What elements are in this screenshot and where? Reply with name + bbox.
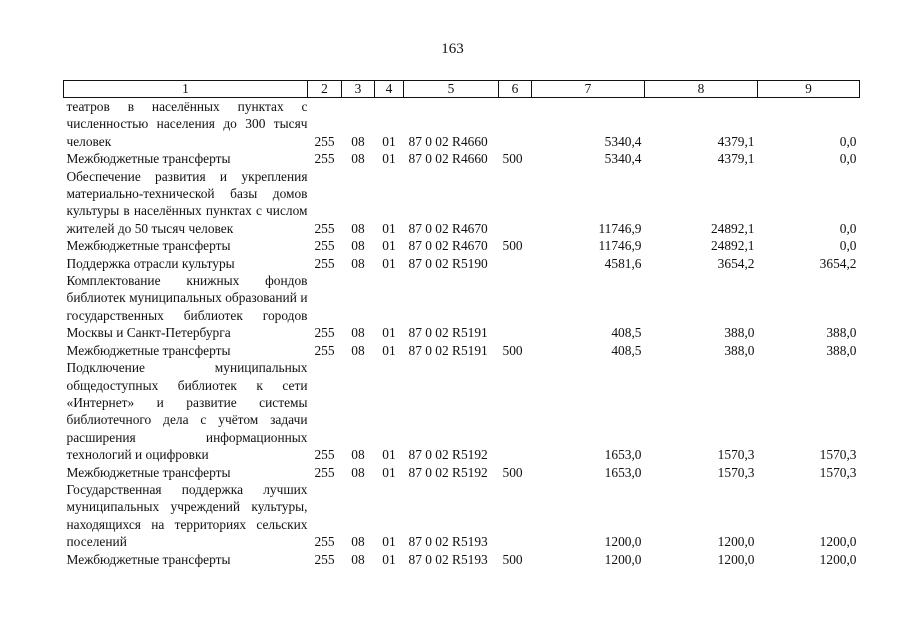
amount-col-8: 24892,1 [710, 238, 755, 254]
target-article-code: 87 0 02 R5192 [408, 464, 488, 480]
target-article-code: 87 0 02 R4670 [408, 238, 488, 254]
target-article-code: 87 0 02 R4670 [408, 220, 488, 236]
table-row [64, 98, 860, 151]
amount-col-9: 388,0 [826, 342, 857, 358]
grbs-code: 255 [314, 464, 335, 480]
expense-type-code: 500 [502, 151, 523, 167]
grbs-code: 255 [314, 447, 335, 463]
amount-col-9: 1200,0 [819, 534, 857, 550]
amount-col-9: 0,0 [839, 220, 857, 236]
page-number: 163 [441, 41, 464, 57]
grbs-code: 255 [314, 133, 335, 149]
column-header: 1 [64, 81, 308, 98]
row-name: Подключение муниципальных общедоступных библиотек к сети «Интернет» и развитие системы библиотечного дела с учётом задачи расширения информационных технологий и оцифровки [66, 360, 308, 463]
target-article-code: 87 0 02 R4660 [408, 151, 488, 167]
amount-col-7: 5340,4 [604, 151, 642, 167]
row-name: Обеспечение развития и укрепления материально-технической базы домов культуры в населённых пунктах с числом жителей до 50 тысяч человек [66, 168, 308, 236]
section-code: 08 [351, 447, 365, 463]
section-code: 08 [351, 534, 365, 550]
subsection-code: 01 [382, 534, 396, 550]
column-header: 2 [308, 81, 342, 98]
column-header: 6 [499, 81, 532, 98]
table-row [64, 272, 860, 342]
amount-col-7: 408,5 [611, 342, 642, 358]
amount-col-8: 3654,2 [717, 255, 755, 271]
amount-col-8: 24892,1 [710, 220, 755, 236]
table-row [64, 150, 860, 167]
amount-col-7: 1200,0 [604, 534, 642, 550]
amount-col-7: 11746,9 [598, 220, 642, 236]
table-body [64, 98, 860, 568]
target-article-code: 87 0 02 R4660 [408, 133, 488, 149]
section-code: 08 [351, 238, 365, 254]
target-article-code: 87 0 02 R5190 [408, 255, 488, 271]
section-code: 08 [351, 551, 365, 567]
amount-col-8: 4379,1 [717, 151, 755, 167]
row-name: Межбюджетные трансферты [66, 551, 231, 567]
target-article-code: 87 0 02 R5191 [408, 342, 488, 358]
table-row [64, 342, 860, 359]
subsection-code: 01 [382, 151, 396, 167]
target-article-code: 87 0 02 R5191 [408, 325, 488, 341]
column-header: 4 [375, 81, 404, 98]
table-row [64, 255, 860, 272]
row-name: Государственная поддержка лучших муниципальных учреждений культуры, находящихся на территориях сельских поселений [66, 481, 308, 550]
amount-col-8: 388,0 [724, 342, 755, 358]
subsection-code: 01 [382, 342, 396, 358]
subsection-code: 01 [382, 325, 396, 341]
expense-type-code: 500 [502, 238, 523, 254]
section-code: 08 [351, 342, 365, 358]
column-number-row [64, 81, 860, 98]
row-name: Комплектование книжных фондов библиотек муниципальных образований и государственных библиотек городов Москвы и Санкт-Петербурга [66, 273, 308, 341]
amount-col-9: 0,0 [839, 238, 857, 254]
amount-col-8: 388,0 [724, 325, 755, 341]
amount-col-9: 0,0 [839, 151, 857, 167]
amount-col-7: 1653,0 [604, 464, 642, 480]
target-article-code: 87 0 02 R5193 [408, 534, 488, 550]
row-name: Межбюджетные трансферты [66, 464, 231, 480]
table-row [64, 168, 860, 238]
expense-type-code [499, 272, 532, 342]
grbs-code: 255 [314, 325, 335, 341]
target-article-code: 87 0 02 R5192 [408, 447, 488, 463]
column-header: 3 [342, 81, 375, 98]
row-name: Межбюджетные трансферты [66, 238, 231, 254]
column-header: 5 [404, 81, 499, 98]
column-header: 9 [758, 81, 860, 98]
amount-col-9: 3654,2 [819, 255, 857, 271]
subsection-code: 01 [382, 551, 396, 567]
section-code: 08 [351, 464, 365, 480]
amount-col-7: 1653,0 [604, 447, 642, 463]
grbs-code: 255 [314, 255, 335, 271]
budget-table [63, 80, 860, 568]
amount-col-8: 1570,3 [717, 464, 755, 480]
amount-col-9: 388,0 [826, 325, 857, 341]
table-row [64, 551, 860, 568]
section-code: 08 [351, 325, 365, 341]
expense-type-code: 500 [502, 342, 523, 358]
grbs-code: 255 [314, 220, 335, 236]
table-row [64, 237, 860, 254]
table-row [64, 359, 860, 463]
expense-type-code [499, 98, 532, 151]
amount-col-9: 1570,3 [819, 464, 857, 480]
subsection-code: 01 [382, 447, 396, 463]
amount-col-7: 1200,0 [604, 551, 642, 567]
column-header: 8 [645, 81, 758, 98]
section-code: 08 [351, 255, 365, 271]
section-code: 08 [351, 220, 365, 236]
amount-col-8: 4379,1 [717, 133, 755, 149]
expense-type-code [499, 168, 532, 238]
row-name: Межбюджетные трансферты [66, 342, 231, 358]
expense-type-code [499, 359, 532, 463]
grbs-code: 255 [314, 551, 335, 567]
section-code: 08 [351, 133, 365, 149]
expense-type-code [499, 255, 532, 272]
row-name: Поддержка отрасли культуры [66, 255, 235, 271]
grbs-code: 255 [314, 151, 335, 167]
amount-col-8: 1200,0 [717, 534, 755, 550]
subsection-code: 01 [382, 238, 396, 254]
grbs-code: 255 [314, 534, 335, 550]
subsection-code: 01 [382, 255, 396, 271]
amount-col-7: 4581,6 [604, 255, 642, 271]
expense-type-code: 500 [502, 551, 523, 567]
amount-col-9: 1200,0 [819, 551, 857, 567]
amount-col-7: 11746,9 [598, 238, 642, 254]
amount-col-7: 408,5 [611, 325, 642, 341]
section-code: 08 [351, 151, 365, 167]
expense-type-code [499, 481, 532, 551]
table-row [64, 481, 860, 551]
target-article-code: 87 0 02 R5193 [408, 551, 488, 567]
amount-col-8: 1200,0 [717, 551, 755, 567]
amount-col-7: 5340,4 [604, 133, 642, 149]
table-row [64, 464, 860, 481]
grbs-code: 255 [314, 238, 335, 254]
amount-col-9: 0,0 [839, 133, 857, 149]
amount-col-8: 1570,3 [717, 447, 755, 463]
row-name: Межбюджетные трансферты [66, 151, 231, 167]
column-header: 7 [532, 81, 645, 98]
subsection-code: 01 [382, 464, 396, 480]
row-name: театров в населённых пунктах с численностью населения до 300 тысяч человек [66, 99, 308, 149]
subsection-code: 01 [382, 133, 396, 149]
grbs-code: 255 [314, 342, 335, 358]
subsection-code: 01 [382, 220, 396, 236]
expense-type-code: 500 [502, 464, 523, 480]
amount-col-9: 1570,3 [819, 447, 857, 463]
